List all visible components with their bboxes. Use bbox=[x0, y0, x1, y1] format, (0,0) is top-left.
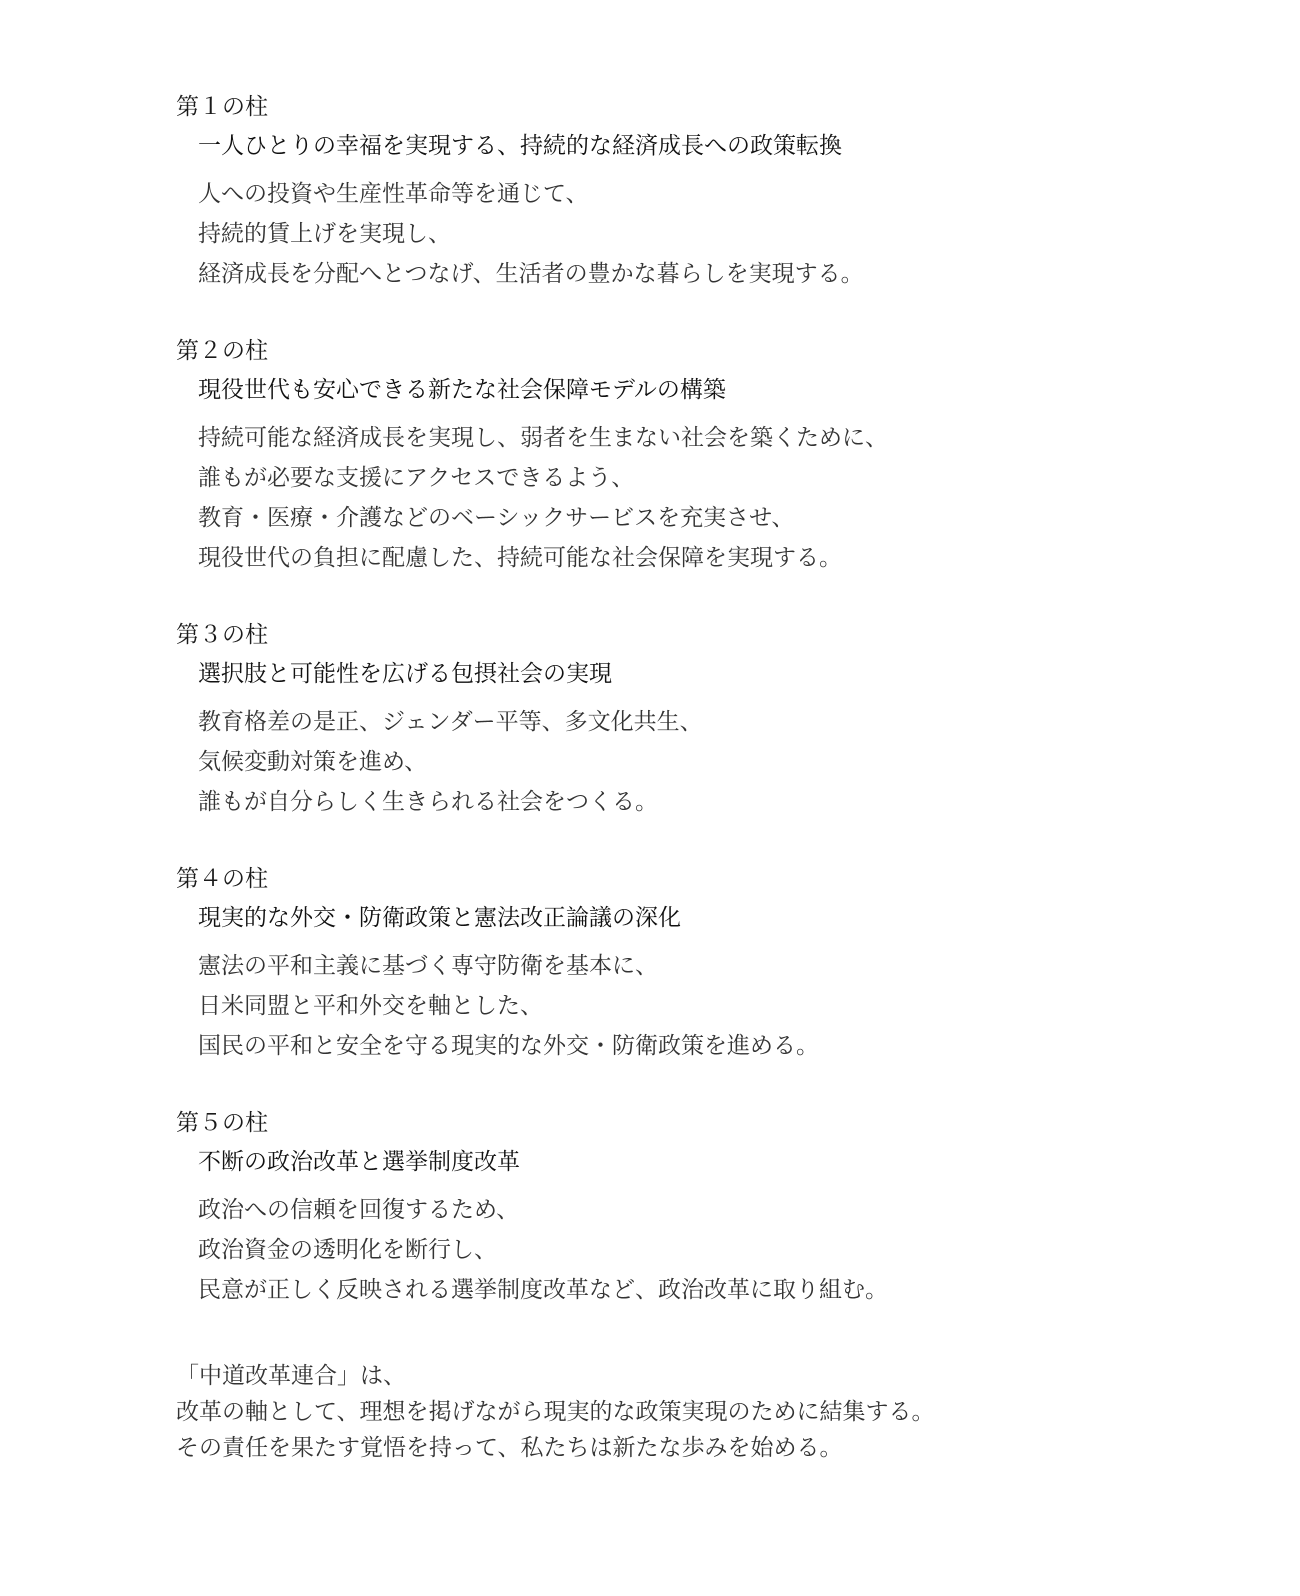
pillar-label: 第１の柱 bbox=[176, 94, 268, 120]
pillar-label: 第５の柱 bbox=[176, 1110, 268, 1136]
closing-line: 「中道改革連合」は、 bbox=[176, 1363, 406, 1389]
pillar-label: 第３の柱 bbox=[176, 622, 268, 648]
body-line: 人への投資や生産性革命等を通じて、 bbox=[198, 181, 589, 207]
body-line: 持続可能な経済成長を実現し、弱者を生まない社会を築くために、 bbox=[198, 425, 888, 451]
body-line: 持続的賃上げを実現し、 bbox=[198, 221, 451, 247]
body-line: 政治資金の透明化を断行し、 bbox=[198, 1237, 497, 1263]
pillar-body bbox=[176, 946, 1236, 1066]
body-line: 政治への信頼を回復するため、 bbox=[198, 1197, 520, 1223]
pillar-3 bbox=[176, 616, 1236, 822]
body-line: 経済成長を分配へとつなげ、生活者の豊かな暮らしを実現する。 bbox=[198, 261, 864, 287]
body-line: 誰もが自分らしく生きられる社会をつくる。 bbox=[198, 789, 658, 815]
body-line: 気候変動対策を進め、 bbox=[198, 749, 428, 775]
body-line: 民意が正しく反映される選挙制度改革など、政治改革に取り組む。 bbox=[198, 1277, 888, 1303]
closing-line: 改革の軸として、理想を掲げながら現実的な政策実現のために結集する。 bbox=[176, 1399, 935, 1425]
pillar-body bbox=[176, 174, 1236, 294]
pillar-label: 第４の柱 bbox=[176, 866, 268, 892]
closing-statement bbox=[176, 1358, 1236, 1466]
body-line: 日米同盟と平和外交を軸とした、 bbox=[198, 993, 543, 1019]
pillar-1 bbox=[176, 88, 1236, 294]
body-line: 国民の平和と安全を守る現実的な外交・防衛政策を進める。 bbox=[198, 1033, 819, 1059]
body-line: 教育格差の是正、ジェンダー平等、多文化共生、 bbox=[198, 709, 703, 735]
pillar-label: 第２の柱 bbox=[176, 338, 268, 364]
body-line: 誰もが必要な支援にアクセスできるよう、 bbox=[198, 465, 635, 491]
pillar-body bbox=[176, 1190, 1236, 1310]
pillar-body bbox=[176, 418, 1236, 578]
closing-line: その責任を果たす覚悟を持って、私たちは新たな歩みを始める。 bbox=[176, 1435, 843, 1461]
pillar-5 bbox=[176, 1104, 1236, 1310]
pillar-title: 不断の政治改革と選挙制度改革 bbox=[198, 1149, 520, 1175]
body-line: 憲法の平和主義に基づく専守防衛を基本に、 bbox=[198, 953, 658, 979]
pillars-section bbox=[176, 88, 1236, 1348]
pillar-body bbox=[176, 702, 1236, 822]
pillar-title: 現役世代も安心できる新たな社会保障モデルの構築 bbox=[198, 377, 726, 403]
pillar-4 bbox=[176, 860, 1236, 1066]
pillar-2 bbox=[176, 332, 1236, 578]
pillar-title: 選択肢と可能性を広げる包摂社会の実現 bbox=[198, 661, 612, 687]
body-line: 現役世代の負担に配慮した、持続可能な社会保障を実現する。 bbox=[198, 545, 842, 571]
body-line: 教育・医療・介護などのベーシックサービスを充実させ、 bbox=[198, 505, 795, 531]
pillar-title: 一人ひとりの幸福を実現する、持続的な経済成長への政策転換 bbox=[198, 133, 842, 159]
pillar-title: 現実的な外交・防衛政策と憲法改正論議の深化 bbox=[198, 905, 681, 931]
